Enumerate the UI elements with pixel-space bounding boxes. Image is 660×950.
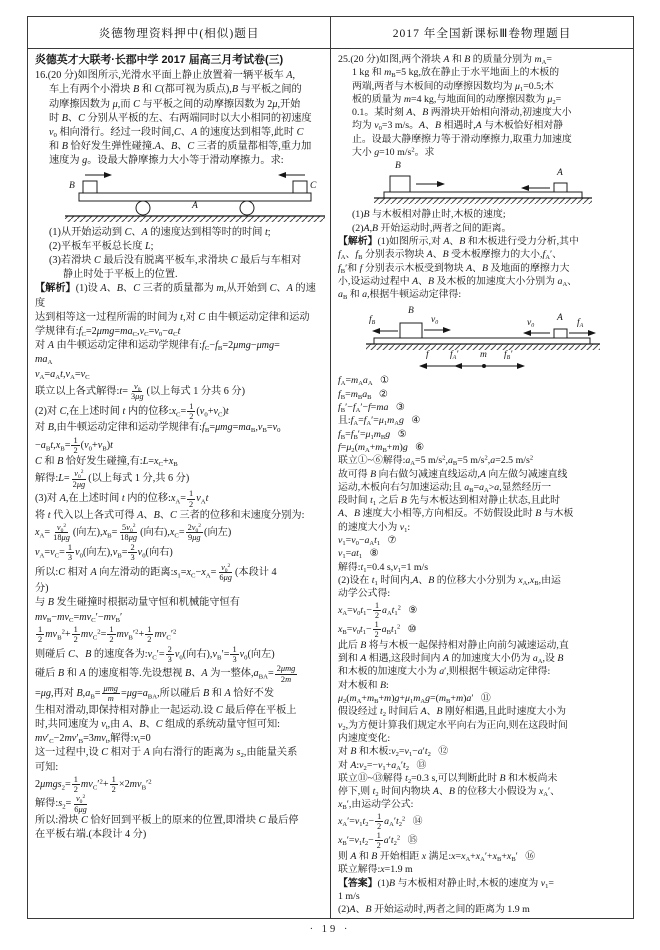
- text-line: A、B 速度大小相等,方向相反。不妨假设此时 B 与木板: [338, 508, 574, 520]
- plank-cart-drawing: [65, 171, 325, 224]
- label-block-B: B: [408, 306, 414, 317]
- figure-25-force-analysis-diagram: [358, 303, 608, 372]
- text-line: 【解析】(1)如图所示,对 A、B 和木板进行受力分析,其中: [338, 235, 579, 247]
- text-line: $v_1=at_1$ ⑧: [338, 548, 379, 561]
- text-line: 1 m/s: [338, 891, 360, 902]
- text-line: 时,共同速度为 $v_t$,由 A、B、C 组成的系统动量守恒可知:: [35, 718, 280, 732]
- text-line: $v_1=v_0-a_At_1$ ⑦: [338, 535, 397, 548]
- text-line: $x_B'=v_1t_2-$ $\frac{1}{2}$ $a't_2^2$ ⑮: [338, 830, 418, 851]
- text-line: $f_A=m_Aa_A$ ①: [338, 375, 389, 388]
- text-line: (2)设在 $t_1$ 时间内,A、B 的位移大小分别为 $x_A,x_B$,由运: [338, 574, 561, 587]
- text-line: 与 B 发生碰撞时根据动量守恒和机械能守恒有: [35, 597, 240, 609]
- label-block-B: B: [395, 161, 401, 172]
- text-line: 0.1。某时刻 A、B 两滑块开始相向滑动,初速度大小: [352, 107, 572, 119]
- text-line: 【答案】(1)B 与木板相对静止时,木板的速度为 $v_1=$: [338, 877, 554, 890]
- text-line: 碰后 B 和 A 的速度相等.先设想视 B、A 为一整体$,a_{BA}=$ 2μmg 2m: [35, 664, 296, 684]
- label-v0-left: $v_0$: [431, 315, 439, 327]
- text-line: $f=\mu_2(m_A+m_B+m)g$ ⑥: [338, 441, 425, 455]
- text-line: 止。设最大静摩擦力等于滑动摩擦力,取重力加速度: [352, 133, 572, 145]
- text-line: 16.(20 分)如图所示,光滑水平面上静止放置着一辆平板车 A,: [35, 70, 296, 82]
- text-line: 到和 A 相遇,这段时间内 A 的加速度大小仍为 $a_A$,设 B: [338, 653, 564, 666]
- text-line: 和木板的加速度大小为 a′,则根据牛顿运动定律得:: [338, 666, 551, 678]
- text-line: 所以:C 相对 A 向左滑动的距离$:s_1=x_C-x_A=$ $\frac{v_0^2}{6\mu g}$ (本段计 4: [35, 562, 277, 582]
- text-line: $v_2$,为方便计算我们规定水平向右为正向,则在这段时间: [338, 719, 568, 732]
- text-line: $mv'_C-2mv'_B=3mv_t$,解得$:v_t=0$: [35, 733, 151, 746]
- text-line: 的速度大小为 $v_1$:: [338, 521, 411, 534]
- label-block-A: A: [557, 168, 563, 179]
- text-line: 可知:: [35, 761, 59, 773]
- label-block-A: A: [557, 313, 563, 324]
- text-line: 对 A 由牛顿运动定律和运动学规律有$:f_C-f_B=2\mu mg-\mu mg=$: [35, 340, 280, 353]
- text-line: 大小 g=10 $m/s^2$。求: [352, 146, 435, 159]
- text-line: (2)对 C,在上述时间 t 内的位移$:x_C=$ $\frac{1}{2}$ $(v_0+v_C)t$: [35, 401, 229, 421]
- label-block-C: C: [310, 180, 317, 191]
- text-line: (2)平板车平板总长度 L;: [49, 240, 154, 252]
- text-line: =μg,再对 $B,a_B=$ μmg m $=\mu g=a_{BA}$,所以碰后 B 和 A 恰好不发: [35, 683, 275, 704]
- text-line: 两端,两者与木板间的动摩擦因数均为 $\mu_1=0.5$;木: [352, 80, 554, 93]
- text-line: 对木板和 B:: [338, 679, 389, 691]
- text-line: (1)从开始运动到 C、A 的速度达到相等时的时间 t;: [49, 226, 271, 238]
- problem-16-solution: [35, 282, 325, 842]
- text-line: 停下,则 $t_2$ 时间内物块 A、B 的位移大小假设为 $x_A'$、: [338, 786, 561, 799]
- label-force-fB: $f_B$: [369, 315, 376, 327]
- text-line: 联立以上各式解得:t= $\frac{v_0}{3\mu g}$ (以上每式 1 分共 6 分): [35, 381, 245, 402]
- board-sliders-drawing: [368, 161, 598, 206]
- text-line: 则 A 和 B 开始相距 x 满足$:x=x_A+x_A'+x_B+x_B'$ ⑯: [338, 851, 536, 864]
- exam-title: 炎德英才大联考·长郡中学 2017 届高三月考试卷(三): [35, 54, 284, 66]
- text-line: 所以:滑块 C 恰好回到平板上的原来的位置,即滑块 C 最后停: [35, 815, 299, 827]
- text-line: 速度为 g。设最大静摩擦力大小等于滑动摩擦力。求:: [49, 155, 284, 167]
- text-line: $f_B'-f_A'-f=ma$ ③: [338, 402, 405, 415]
- text-line: 在平板右端.(本段计 4 分): [35, 829, 147, 841]
- text-line: $x_B=v_0t_1-$ $\frac{1}{2}$ $a_Bt_1^2$ ⑩: [338, 619, 417, 639]
- page-header: [28, 17, 633, 49]
- label-v0-right: $v_0$: [527, 318, 535, 330]
- text-line: 此后 B 将与木板一起保持相对静止向前匀减速运动,直: [338, 639, 569, 651]
- text-line: C 和 B 恰好发生碰撞,有$:L=x_C+x_B$: [35, 456, 178, 469]
- label-block-B: B: [69, 180, 75, 191]
- text-line: $\frac{1}{2}$ $mv_B^2+$ $\frac{1}{2}$ $mv_C^2=$ $\frac{1}{2}$ $mv_B'^2+$ $\frac{1}{2}$ $mv_C'^2$: [38, 624, 177, 645]
- problem-25-questions: [338, 208, 628, 235]
- header-left-title: 炎德物理资料押中(相似)题目: [98, 26, 260, 40]
- text-line: (2)A,B 开始运动时,两者之间的距离。: [352, 222, 512, 234]
- right-column: [330, 49, 633, 918]
- text-line: 板的质量为 m=4 kg,与地面间的动摩擦因数为 $\mu_2=$: [352, 93, 562, 106]
- text-line: 生相对滑动,即保持相对静止一起运动.设 C 最后停在平板上: [35, 704, 297, 716]
- text-line: 故可得 B 向右做匀减速直线运动,A 向左做匀减速直线: [338, 468, 568, 480]
- text-line: 则碰后 C、B 的速度各为$:v_C'=$ $\frac{2}{3}$ $v_0$(向右)$,v_B'=$ $\frac{1}{3}$ $v_0$(向左): [35, 644, 275, 664]
- text-line: 这一过程中,设 C 相对于 A 向右滑行的距离为 $s_2$,由能量关系: [35, 747, 298, 760]
- text-line: 对 B,由牛顿运动定律和运动学规律有$:f_B=\mu mg=ma_B,v_B=v_0$: [35, 422, 281, 435]
- text-line: $x_A=$ $\frac{v_0^2}{18\mu g}$ (向左)$,x_B=$ $\frac{5v_0^2}{18\mu g}$ (向右)$,x_C=$ $\frac{2v_0^2}{9\mu g}$ (向左): [35, 523, 232, 543]
- text-line: $f_B'$和 f 分别表示木板受到物块 A、B 及地面的摩擦力大: [338, 262, 570, 275]
- text-line: 【解析】(1)设 A、B、C 三者的质量都为 m,从开始到 C、A 的速度: [35, 283, 316, 309]
- problem-25-solution-intro: [338, 235, 628, 301]
- text-line: $a_B$ 和 a,根据牛顿运动定律得:: [338, 289, 462, 302]
- text-line: 运动,木板向右匀加速运动;且 $a_B=a_A>a$,显然经历一: [338, 481, 552, 494]
- text-line: 联立解得:x=1.9 m: [338, 864, 413, 876]
- force-analysis-drawing: [358, 303, 608, 372]
- text-line: 对 $A:v_2=-v_1+a_A't_2$ ⑬: [338, 759, 427, 772]
- page-number: · 19 ·: [309, 924, 351, 935]
- problem-16-statement: [35, 69, 325, 168]
- text-line: (3)对 A,在上述时间 t 内的位移$:x_A=$ $\frac{1}{2}$ $v_At$: [35, 489, 209, 509]
- text-line: $-a_Bt,x_B=$ $\frac{1}{2}$ $(v_0+v_B)t$: [35, 435, 113, 455]
- label-cart-A: A: [192, 200, 198, 211]
- problem-25-statement: [338, 53, 628, 159]
- text-line: 1 kg 和 $m_B=5$ kg,放在静止于水平地面上的木板的: [352, 67, 560, 80]
- text-line: 动学公式得:: [338, 588, 391, 600]
- text-line: $x_A'=v_1t_2-$ $\frac{1}{2}$ $a_A't_2^2$ ⑭: [338, 811, 423, 831]
- text-line: $x_A=v_0t_1-$ $\frac{1}{2}$ $a_At_1^2$ ⑨: [338, 600, 418, 620]
- text-line: 假设经过 $t_2$ 时间后 A、B 刚好相遇,且此时速度大小为: [338, 706, 567, 719]
- text-line: $v_A=a_At,v_A=v_C$: [35, 368, 90, 381]
- text-line: 达到相等这一过程所需的时间为 t,对 C 由牛顿运动定律和运动: [35, 311, 310, 323]
- text-line: 解得$:s_2=$ $\frac{v_0^2}{6\mu g}$: [35, 794, 87, 814]
- text-line: $\mu_2(m_A+m_B+m)g+\mu_1m_Ag=(m_B+m)a'$ ⑪: [338, 693, 491, 706]
- label-force-fB-prime: $f_B'$: [504, 350, 513, 362]
- text-line: 和 B 恰好发生弹性碰撞.A、B、C 三者的质量都相等,重力加: [49, 141, 312, 153]
- text-line: 将 t 代入以上各式可得 A、B、C 三者的位移和末速度分别为:: [35, 509, 305, 521]
- text-line: 联立⑪~⑬解得 $t_2=0.3$ s,可以判断此时 B 和木板尚未: [338, 772, 558, 785]
- text-line: 内速度变化:: [338, 732, 391, 744]
- text-line: 小,设运动过程中 A、B 及木板的加速度大小分别为 $a_A$、: [338, 275, 578, 288]
- text-line: $x_B'$,由运动学公式:: [338, 799, 414, 812]
- text-line: 分): [35, 583, 49, 595]
- label-force-fA: $f_A$: [577, 318, 584, 330]
- text-line: $f_B=f_B'=\mu_1m_Bg$ ⑤: [338, 428, 407, 441]
- text-line: 对 B 和木板$:v_2=v_1-a't_2$ ⑫: [338, 746, 449, 759]
- figure-25-board-diagram: [368, 161, 598, 206]
- text-line: 段时间 $t_1$ 之后 B 先与木板达到相对静止状态,且此时: [338, 495, 560, 508]
- text-line: 解得:L= $\frac{v_0^2}{2\mu g}$ (以上每式 1 分,共 6 分): [35, 469, 190, 489]
- text-line: (1)B 与木板相对静止时,木板的速度;: [352, 209, 506, 221]
- text-line: $mv_B-mv_C=mv_C'-mv_B'$: [35, 611, 123, 624]
- text-line: 联立①~⑥解得$:a_A=5$ $m/s^2,a_B=5$ $m/s^2,a=2.5$ $m/s^2$: [338, 454, 534, 468]
- text-line: 动摩擦因数为 μ,而 C 与平板之间的动摩擦因数为 2μ,开始: [49, 98, 301, 110]
- text-line: 25.(20 分)如图,两个滑块 A 和 B 的质量分别为 $m_A=$: [338, 54, 552, 67]
- figure-16-plank-cart-diagram: [65, 171, 325, 224]
- label-mass-m: m: [480, 350, 487, 361]
- label-force-fA-prime: $f_A'$: [450, 350, 459, 362]
- two-column-body: [28, 49, 633, 918]
- problem-16-questions: [35, 226, 325, 283]
- text-line: 学规律有$:f_C=2\mu mg=ma_C,v_C=v_0-a_Ct$: [35, 326, 181, 339]
- text-line: $f_A$、$f_B$ 分别表示物块 A、B 受木板摩擦力的大小$,f_A'$、: [338, 249, 562, 262]
- text-line: (2)A、B 开始运动时,两者之间的距离为 1.9 m: [338, 904, 530, 916]
- text-line: $v_A=v_C=$ $\frac{1}{3}$ $v_0$(向左)$,v_B=$ $\frac{2}{3}$ $v_0$(向右): [35, 542, 173, 563]
- text-line: 解得$:t_1=0.4$ $s,v_1=1$ m/s: [338, 561, 429, 574]
- left-column: [28, 49, 330, 918]
- text-line: 2μmgs$_2$= $\frac{1}{2}$ $mv_C'^2+$ $\frac{1}{2}$ $\times 2mv_B'^2$: [35, 774, 152, 795]
- text-line: 静止时处于平板上的位置.: [63, 269, 178, 281]
- text-line: $f_B=m_Ba_B$ ②: [338, 388, 388, 401]
- text-line: 且$:f_A=f_A'=\mu_1m_Ag$ ④: [338, 415, 421, 428]
- text-line: (3)若滑块 C 最后没有脱离平板车,求滑块 C 最后与车相对: [49, 255, 302, 267]
- label-force-f: f: [426, 350, 429, 361]
- text-line: 均为 $v_0=3$ m/s。A、B 相遇时,A 与木板恰好相对静: [352, 120, 564, 133]
- page-frame: [27, 16, 634, 919]
- problem-25-solution: [338, 374, 628, 916]
- text-line: $ma_A$: [35, 354, 53, 367]
- text-line: 时 B、C 分别从平板的左、右两端同时以大小相同的初速度: [49, 112, 312, 124]
- text-line: 车上有两个小滑块 B 和 C(都可视为质点),B 与平板之间的: [49, 84, 302, 96]
- text-line: $v_0$ 相向滑行。经过一段时间,C、A 的速度达到相等,此时 C: [49, 127, 304, 140]
- header-right-title: 2017 年全国新课标Ⅲ卷物理题目: [330, 17, 633, 48]
